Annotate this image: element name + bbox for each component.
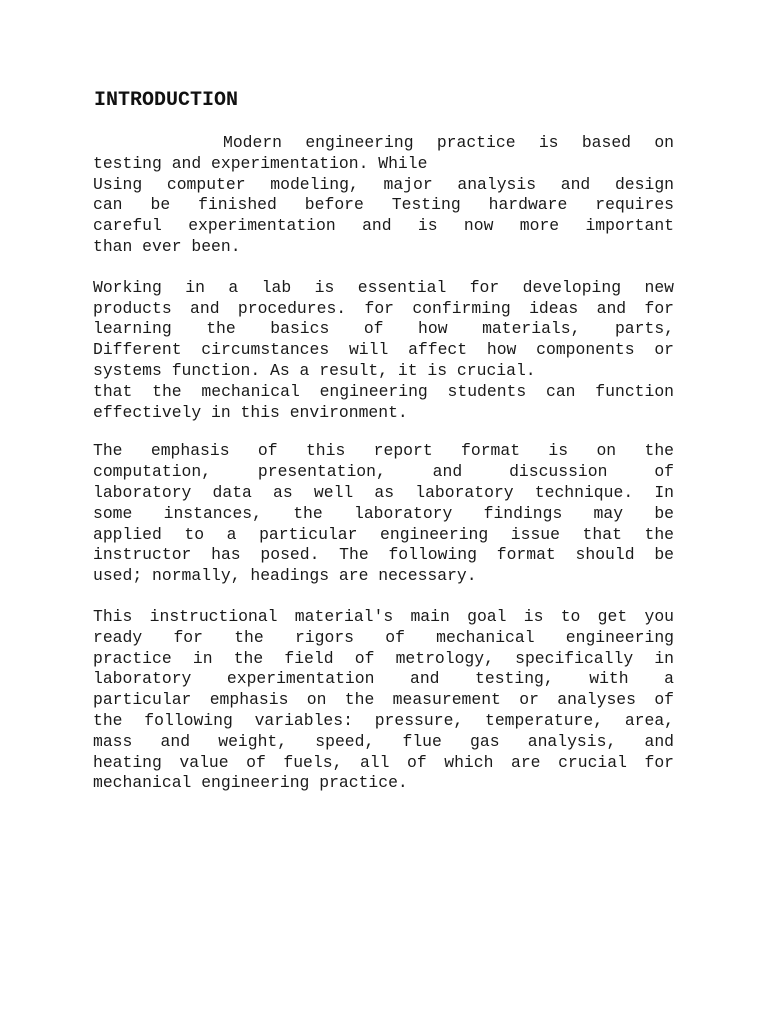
paragraph-spacer — [93, 258, 674, 278]
text-line: computation, presentation, and discussion of — [93, 462, 674, 482]
paragraph-3 — [93, 441, 674, 587]
text-line: laboratory data as well as laboratory technique. In — [93, 482, 674, 502]
text-line: applied to a particular engineering issue that the — [93, 524, 674, 544]
page-title: INTRODUCTION — [94, 89, 239, 112]
text-line-content: Modern engineering practice is based on — [223, 133, 674, 152]
text-line: instructor has posed. The following format should be — [93, 545, 674, 565]
text-line: Using computer modeling, major analysis and design — [93, 174, 674, 194]
text-line: The emphasis of this report format is on the — [93, 441, 674, 461]
paragraph-2 — [93, 278, 674, 424]
text-line: laboratory experimentation and testing, with a — [93, 669, 674, 689]
text-line: the following variables: pressure, temperature, area, — [93, 710, 674, 730]
text-line: testing and experimentation. While — [93, 153, 428, 173]
text-line: systems function. As a result, it is crucial. — [93, 360, 536, 380]
text-line: that the mechanical engineering students can function — [93, 381, 674, 401]
text-line: effectively in this environment. — [93, 402, 408, 422]
text-line: particular emphasis on the measurement or analyses of — [93, 690, 674, 710]
paragraph-1 — [93, 133, 674, 258]
document-body — [93, 133, 674, 794]
text-line: practice in the field of metrology, specifically in — [93, 648, 674, 668]
text-line: This instructional material's main goal is to get you — [93, 606, 674, 626]
text-line: heating value of fuels, all of which are crucial for — [93, 752, 674, 772]
text-line: some instances, the laboratory findings may be — [93, 503, 674, 523]
text-line: careful experimentation and is now more important — [93, 216, 674, 236]
text-line: Working in a lab is essential for developing new — [93, 277, 674, 297]
text-line: learning the basics of how materials, parts, — [93, 319, 674, 339]
text-line: products and procedures. for confirming ideas and for — [93, 298, 674, 318]
paragraph-spacer — [93, 423, 674, 441]
text-line: mechanical engineering practice. — [93, 773, 408, 793]
text-line: ready for the rigors of mechanical engineering — [93, 627, 674, 647]
text-line: Different circumstances will affect how components or — [93, 340, 674, 360]
text-line: than ever been. — [93, 236, 241, 256]
paragraph-4 — [93, 607, 674, 794]
text-line: used; normally, headings are necessary. — [93, 566, 477, 586]
text-line: can be finished before Testing hardware requires — [93, 195, 674, 215]
text-line — [93, 133, 674, 154]
text-line: mass and weight, speed, flue gas analysis, and — [93, 731, 674, 751]
paragraph-spacer — [93, 587, 674, 607]
